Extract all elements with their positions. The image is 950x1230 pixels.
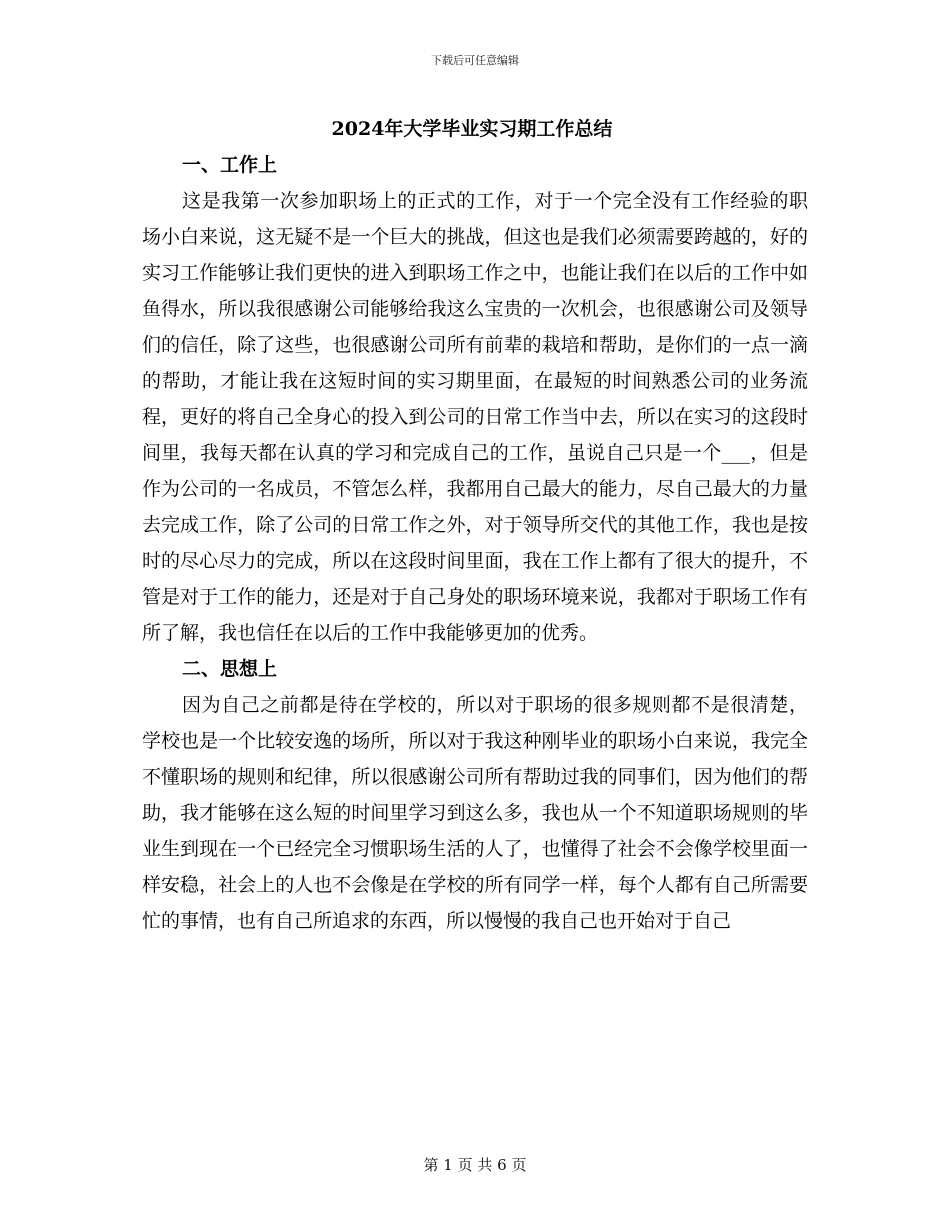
section-paragraph-work: 这是我第一次参加职场上的正式的工作，对于一个完全没有工作经验的职场小白来说，这无疑不是一个巨大的挑战，但这也是我们必须需要跨越的，好的实习工作能够让我们更快的进入到职场工作之中，也能让我们在以后的工作中如鱼得水，所以我很感谢公司能够给我这么宝贵的一次机会，也很感谢公司及领导们的信任，除了这些，也很感谢公司所有前辈的栽培和帮助，是你们的一点一滴的帮助，才能让我在这短时间的实习期里面，在最短的时间熟悉公司的业务流程，更好的将自己全身心的投入到公司的日常工作当中去，所以在实习的这段时间里，我每天都在认真的学习和完成自己的工作，虽说自己只是一个___，但是作为公司的一名成员，不管怎么样，我都用自己最大的能力，尽自己最大的力量去完成工作，除了公司的日常工作之外，对于领导所交代的其他工作，我也是按时的尽心尽力的完成，所以在这段时间里面，我在工作上都有了很大的提升，不管是对于工作的能力，还是对于自己身处的职场环境来说，我都对于职场工作有所了解，我也信任在以后的工作中我能够更加的优秀。 xyxy=(142,190,808,644)
page-number: 第 1 页 共 6 页 xyxy=(423,1156,527,1174)
section-work xyxy=(142,147,808,651)
section-heading-thought: 二、思想上 xyxy=(182,658,278,680)
page-header-note: 下载后可任意编辑 xyxy=(431,54,519,67)
document-body xyxy=(142,147,808,939)
document-title: 2024年大学毕业实习期工作总结 xyxy=(331,118,613,140)
section-paragraph-thought: 因为自己之前都是待在学校的，所以对于职场的很多规则都不是很清楚，学校也是一个比较安逸的场所，所以对于我这种刚毕业的职场小白来说，我完全不懂职场的规则和纪律，所以很感谢公司所有帮助过我的同事们，因为他们的帮助，我才能够在这么短的时间里学习到这么多，我也从一个不知道职场规则的毕业生到现在一个已经完全习惯职场生活的人了，也懂得了社会不会像学校里面一样安稳，社会上的人也不会像是在学校的所有同学一样，每个人都有自己所需要忙的事情，也有自己所追求的东西，所以慢慢的我自己也开始对于自己 xyxy=(142,694,808,932)
section-heading-work: 一、工作上 xyxy=(182,154,278,176)
section-thought xyxy=(142,651,808,939)
